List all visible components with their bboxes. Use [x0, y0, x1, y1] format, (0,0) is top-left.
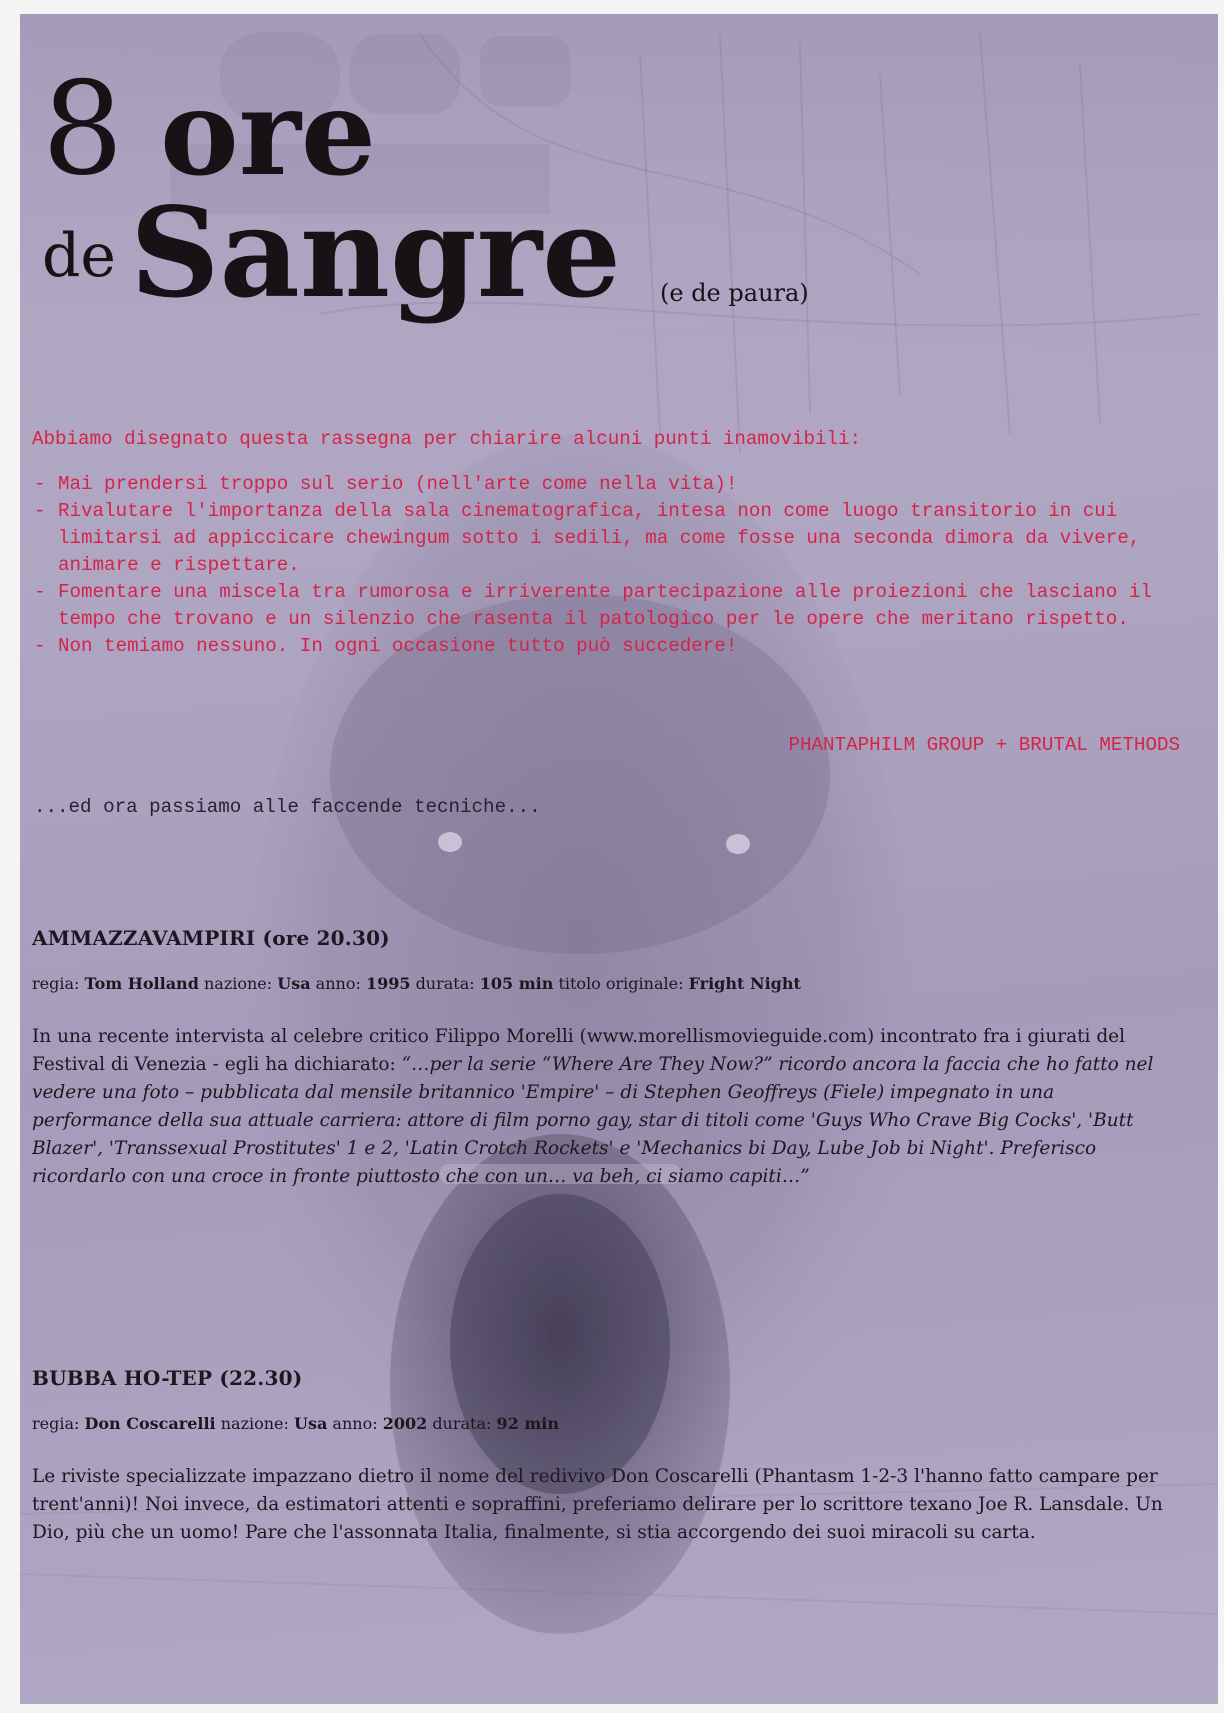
- manifesto-points: [32, 471, 1202, 660]
- manifesto-point: - Rivalutare l'importanza della sala cinematografica, intesa non come luogo transitorio in cui limitarsi ad appiccicare chewingum sotto i sedili, ma come fosse una seconda dimora da vivere, animare e rispettare.: [32, 498, 1202, 579]
- director-label: regia:: [32, 974, 80, 993]
- film-credits: [32, 974, 1172, 993]
- country-value: Usa: [294, 1414, 328, 1433]
- original-title-label: titolo originale:: [558, 974, 684, 993]
- film-synopsis: [32, 1023, 1172, 1191]
- title-subtitle: (e de paura): [660, 279, 809, 307]
- duration-label: durata:: [415, 974, 475, 993]
- film-section-ammazzavampiri: [32, 926, 1172, 1191]
- year-value: 2002: [382, 1414, 428, 1433]
- film-credits: [32, 1414, 1172, 1433]
- director-value: Tom Holland: [84, 974, 199, 993]
- title-word-de: de: [42, 221, 116, 291]
- country-value: Usa: [277, 974, 311, 993]
- country-label: nazione:: [203, 974, 273, 993]
- title-word-ore: ore: [160, 63, 376, 202]
- title-number: 8: [42, 55, 122, 204]
- film-heading: BUBBA HO-TEP (22.30): [32, 1366, 303, 1390]
- director-label: regia:: [32, 1414, 80, 1433]
- manifesto-signature: PHANTAPHILM GROUP + BRUTAL METHODS: [788, 734, 1180, 756]
- original-title-value: Fright Night: [688, 974, 801, 993]
- film-heading: AMMAZZAVAMPIRI (ore 20.30): [32, 926, 390, 950]
- title-word-sangre: Sangre: [130, 181, 621, 326]
- manifesto-point: - Mai prendersi troppo sul serio (nell'arte come nella vita)!: [32, 471, 1202, 498]
- duration-value: 92 min: [496, 1414, 559, 1433]
- transition-text: ...ed ora passiamo alle faccende tecniche...: [34, 796, 541, 818]
- manifesto: [32, 426, 1202, 660]
- poster-sheet: [20, 14, 1218, 1704]
- year-value: 1995: [365, 974, 411, 993]
- country-label: nazione:: [220, 1414, 289, 1433]
- year-label: anno:: [332, 1414, 378, 1433]
- year-label: anno:: [315, 974, 361, 993]
- duration-label: durata:: [432, 1414, 492, 1433]
- duration-value: 105 min: [479, 974, 554, 993]
- synopsis-quote: “…per la serie “Where Are They Now?” ricordo ancora la faccia che ho fatto nel vedere una foto – pubblicata dal mensile britannico 'Empire' – di Stephen Geoffreys (Fiele) impegnato in una performance della sua attuale carriera: attore di film porno gay, star di titoli come 'Guys Who Crave Big Cocks', 'Butt Blazer', 'Transsexual Prostitutes' 1 e 2, 'Latin Crotch Rockets' e 'Mechanics bi Day, Lube Job bi Night'. Preferisco ricordarlo con una croce in fronte piuttosto che con un… va beh, ci siamo capiti…”: [32, 1054, 1154, 1187]
- manifesto-point: - Non temiamo nessuno. In ogni occasione tutto può succedere!: [32, 633, 1202, 660]
- film-section-bubba-ho-tep: [32, 1366, 1172, 1547]
- manifesto-intro: Abbiamo disegnato questa rassegna per chiarire alcuni punti inamovibili:: [32, 428, 862, 450]
- film-synopsis: Le riviste specializzate impazzano dietro il nome del redivivo Don Coscarelli (Phantasm 1-2-3 l'hanno fatto campare per trent'anni)! Noi invece, da estimatori attenti e sopraffini, preferiamo delirare per lo scrittore texano Joe R. Lansdale. Un Dio, più che un uomo! Pare che l'assonnata Italia, finalmente, si stia accorgendo dei suoi miracoli su carta.: [32, 1466, 1163, 1543]
- manifesto-point: - Fomentare una miscela tra rumorosa e irriverente partecipazione alle proiezioni che lasciano il tempo che trovano e un silenzio che rasenta il patologico per le opere che meritano rispetto.: [32, 579, 1202, 633]
- director-value: Don Coscarelli: [84, 1414, 216, 1433]
- synopsis-intro: In una recente intervista al celebre critico Filippo Morelli (www.morellismovieguide.com) incontrato fra i giurati del Festival di Venezia - egli ha dichiarato:: [32, 1026, 1126, 1075]
